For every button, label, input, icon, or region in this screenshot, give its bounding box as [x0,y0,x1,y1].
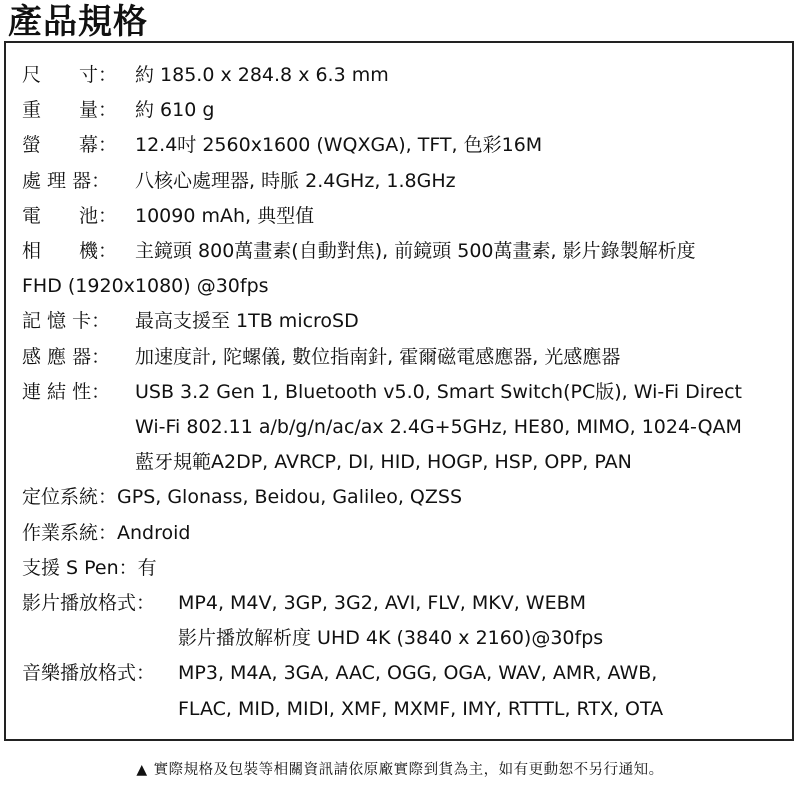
spec-row-positioning [22,480,792,515]
spec-row-battery [22,199,792,234]
spec-row-memory-card [22,304,792,339]
spec-value [135,58,792,93]
spec-row-video-formats [22,586,792,656]
spec-label: 音樂播放格式： [22,662,156,685]
spec-row-processor [22,164,792,199]
spec-value-line: 加速度計, 陀螺儀, 數位指南針, 霍爾磁電感應器, 光感應器 [135,345,621,368]
spec-value-line: Android [117,521,191,544]
spec-row-camera-cont [22,269,792,304]
spec-value-line: 八核心處理器, 時脈 2.4GHz, 1.8GHz [135,169,456,192]
spec-value [135,375,792,481]
spec-label: 尺 寸： [22,64,118,86]
spec-value-line: GPS, Glonass, Beidou, Galileo, QZSS [117,486,463,509]
page-title: 產品規格 [8,2,148,42]
spec-label: 定位系統： [22,486,118,509]
spec-row-connectivity [22,375,792,481]
spec-row-sensors [22,340,792,375]
spec-value [117,480,792,515]
spec-label: 支援 S Pen： [22,556,138,579]
spec-value [135,93,792,128]
spec-label: 作業系統： [22,521,118,544]
footnote-text: 實際規格及包裝等相關資訊請依原廠實際到貨為主，如有更動恕不另行通知。 [153,762,664,778]
spec-value [135,304,792,339]
spec-continuation: FHD (1920x1080) @30fps [22,275,269,298]
spec-value-line: 最高支援至 1TB microSD [135,310,359,333]
spec-value-line: 主鏡頭 800萬畫素(自動對焦), 前鏡頭 500萬畫素, 影片錄製解析度 [135,240,696,263]
spec-value [178,586,792,656]
spec-value [178,656,792,726]
spec-value-line: USB 3.2 Gen 1, Bluetooth v5.0, Smart Switch(PC版), Wi-Fi Direct [135,380,742,403]
spec-value [135,340,792,375]
spec-label: 螢 幕： [22,134,118,157]
spec-value [135,234,792,269]
spec-value-line: MP4, M4V, 3GP, 3G2, AVI, FLV, MKV, WEBM [178,592,587,615]
footnote [0,758,800,782]
spec-label: 處 理 器： [22,169,111,192]
spec-label: 電 池： [22,204,118,227]
spec-row-size [22,58,792,93]
spec-row-screen [22,128,792,163]
spec-value-line: 10090 mAh, 典型值 [135,204,315,227]
spec-row-weight [22,93,792,128]
spec-value [135,199,792,234]
spec-value [135,128,792,163]
spec-row-camera [22,234,792,269]
spec-list [22,58,792,727]
spec-value-line: MP3, M4A, 3GA, AAC, OGG, OGA, WAV, AMR, AWB, [178,662,658,685]
spec-value-line: 約 610 g [135,99,215,122]
spec-value [135,164,792,199]
spec-row-spen [22,551,792,586]
spec-row-os [22,516,792,551]
spec-label: 相 機： [22,240,118,263]
spec-label: 記 憶 卡： [22,310,111,333]
spec-value-line: FLAC, MID, MIDI, XMF, MXMF, IMY, RTTTL, RTX, OTA [178,697,664,720]
spec-label: 感 應 器： [22,345,111,368]
spec-value-line: 影片播放解析度 UHD 4K (3840 x 2160)@30fps [178,627,604,650]
spec-label: 影片播放格式： [22,592,156,615]
spec-value-line: 約 185.0 x 284.8 x 6.3 mm [135,64,389,86]
spec-value [117,516,792,551]
spec-label: 重 量： [22,99,118,122]
triangle-up-icon: ▲ [136,762,148,778]
spec-value-line: 12.4吋 2560x1600 (WQXGA), TFT, 色彩16M [135,134,543,157]
spec-value [138,551,792,586]
spec-value-line: Wi-Fi 802.11 a/b/g/n/ac/ax 2.4G+5GHz, HE80, MIMO, 1024-QAM [135,416,742,439]
spec-row-audio-formats [22,656,792,726]
spec-label: 連 結 性： [22,380,111,403]
spec-value-line: 藍牙規範A2DP, AVRCP, DI, HID, HOGP, HSP, OPP, PAN [135,451,632,474]
spec-value-line: 有 [137,556,157,579]
